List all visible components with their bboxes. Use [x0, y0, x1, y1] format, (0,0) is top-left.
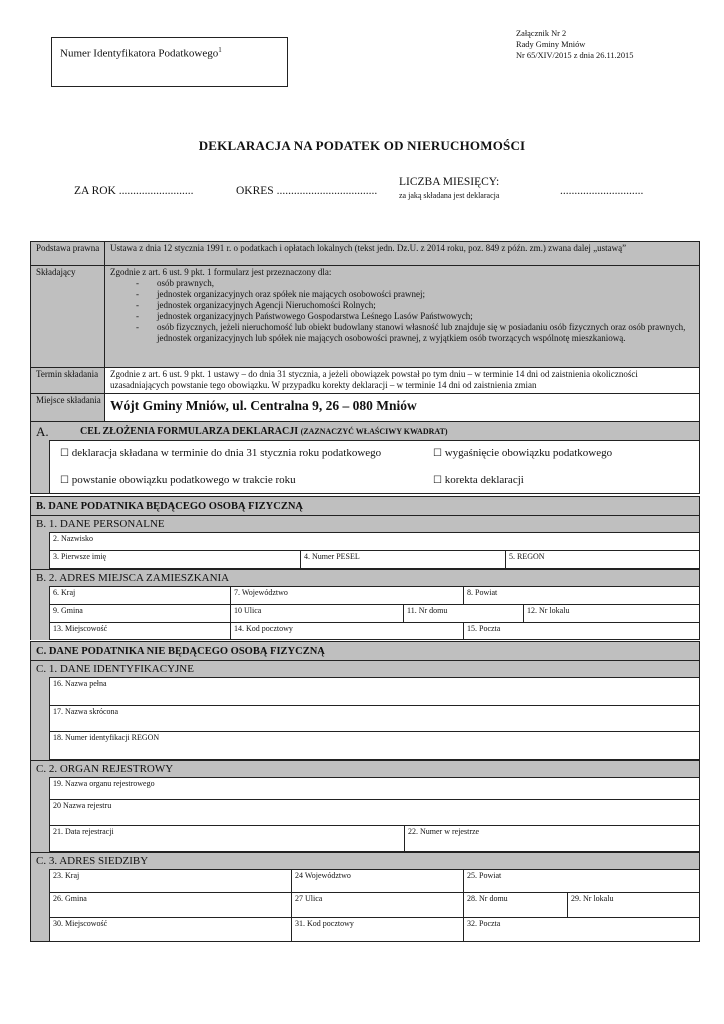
legal-basis-text: Ustawa z dnia 12 stycznia 1991 r. o podatkach i opłatach lokalnych (tekst jedn. Dz.U. z 2014 roku, poz. 849 z późn. zm.) zwana dalej „ustawą”	[105, 242, 699, 265]
filer-item: - osób prawnych,	[110, 278, 695, 289]
field-full-name[interactable]: 16. Nazwa pełna	[49, 677, 700, 706]
field-registration-date[interactable]: 21. Data rejestracji	[49, 825, 405, 852]
months-sublabel: za jaką składana jest deklaracja	[399, 191, 500, 200]
section-a-header	[30, 421, 700, 441]
checkbox-icon[interactable]: ☐	[433, 448, 442, 459]
field-commune-b[interactable]: 9. Gmina	[49, 604, 231, 623]
section-c3-gutter	[30, 869, 50, 942]
months-field[interactable]: .............................	[560, 185, 644, 197]
filer-item: - osób fizycznych, jeżeli nieruchomość lub obiekt budowlany stanowi własność lub znajduje się w posiadaniu osób fizycznych oraz osób prawnych, jednostek organizacyjnych lub spółek nie mających osobowości prawnej, z wyjątkiem osób tworzących wspólnotę mieszkaniową.	[110, 322, 695, 344]
section-a-gutter	[30, 440, 50, 494]
nip-box[interactable]	[51, 37, 288, 87]
field-regon-b[interactable]: 5. REGON	[505, 550, 700, 569]
section-c1-header	[30, 660, 700, 678]
field-town-c[interactable]: 30. Miejscowość	[49, 917, 292, 942]
field-first-name[interactable]: 3. Pierwsze imię	[49, 550, 301, 569]
checkbox-icon[interactable]: ☐	[60, 475, 69, 486]
deadline-label: Termin składania	[31, 368, 105, 393]
option-correction[interactable]: ☐ korekta deklaracji	[433, 474, 524, 486]
field-county-c[interactable]: 25. Powiat	[463, 869, 700, 893]
place-text: Wójt Gminy Mniów, ul. Centralna 9, 26 – 080 Mniów	[105, 394, 699, 421]
filer-item: - jednostek organizacyjnych Państwowego Gospodarstwa Leśnego Lasów Państwowych;	[110, 311, 695, 322]
row-deadline	[30, 367, 700, 394]
field-house-no-c[interactable]: 28. Nr domu	[463, 892, 568, 918]
field-flat-no-c[interactable]: 29. Nr lokalu	[567, 892, 700, 918]
filer-item: - jednostek organizacyjnych oraz spółek nie mających osobowości prawnej;	[110, 289, 695, 300]
filer-list	[110, 278, 695, 344]
field-street-b[interactable]: 10 Ulica	[230, 604, 404, 623]
section-b1-gutter	[30, 532, 50, 569]
field-pesel[interactable]: 4. Numer PESEL	[300, 550, 506, 569]
field-postcode-b[interactable]: 14. Kod pocztowy	[230, 622, 464, 640]
option-expiry[interactable]: ☐ wygaśnięcie obowiązku podatkowego	[433, 447, 613, 459]
section-a-letter: A.	[36, 424, 49, 439]
field-county-b[interactable]: 8. Powiat	[463, 586, 700, 605]
field-country-c[interactable]: 23. Kraj	[49, 869, 292, 893]
filer-item: - jednostek organizacyjnych Agencji Nieruchomości Rolnych;	[110, 300, 695, 311]
section-c3-header	[30, 852, 700, 870]
section-b-header	[30, 496, 700, 516]
section-c-header	[30, 641, 700, 661]
row-legal-basis	[30, 241, 700, 266]
section-a-title: CEL ZŁOŻENIA FORMULARZA DEKLARACJI (ZAZNACZYĆ WŁAŚCIWY KWADRAT)	[80, 426, 448, 437]
deadline-text: Zgodnie z art. 6 ust. 9 pkt. 1 ustawy – do dnia 31 stycznia, a jeżeli obowiązek powstał po tym dniu – w terminie 14 dni od zaistnienia okoliczności uzasadniających powstanie tego obowiązku. W przypadku korekty deklaracji – w terminie 14 dni od zaistnienia zmian	[105, 368, 699, 393]
year-field[interactable]: ZA ROK ..........................	[74, 185, 194, 197]
section-b1-title: B. 1. DANE PERSONALNE	[36, 518, 165, 530]
field-commune-c[interactable]: 26. Gmina	[49, 892, 292, 918]
option-arising[interactable]: ☐ powstanie obowiązku podatkowego w trakcie roku	[60, 474, 296, 486]
field-registry-name[interactable]: 20 Nazwa rejestru	[49, 799, 700, 826]
section-b-title: B. DANE PODATNIKA BĘDĄCEGO OSOBĄ FIZYCZNĄ	[36, 501, 304, 512]
section-c3-title: C. 3. ADRES SIEDZIBY	[36, 855, 149, 867]
section-b2-gutter	[30, 586, 50, 640]
checkbox-icon[interactable]: ☐	[60, 448, 69, 459]
field-regon-c[interactable]: 18. Numer identyfikacji REGON	[49, 731, 700, 760]
annex-note: Załącznik Nr 2 Rady Gminy Mniów Nr 65/XIV/2015 z dnia 26.11.2015	[516, 29, 634, 60]
field-country-b[interactable]: 6. Kraj	[49, 586, 231, 605]
row-filer	[30, 265, 700, 368]
months-label: LICZBA MIESIĘCY:	[399, 176, 500, 188]
row-place	[30, 393, 700, 422]
checkbox-icon[interactable]: ☐	[433, 475, 442, 486]
field-province-c[interactable]: 24 Województwo	[291, 869, 464, 893]
section-b1-header	[30, 515, 700, 533]
section-c1-gutter	[30, 677, 50, 760]
field-short-name[interactable]: 17. Nazwa skrócona	[49, 705, 700, 732]
section-c2-header	[30, 760, 700, 778]
field-registry-number[interactable]: 22. Numer w rejestrze	[404, 825, 700, 852]
period-field[interactable]: OKRES ...................................	[236, 185, 378, 197]
section-c1-title: C. 1. DANE IDENTYFIKACYJNE	[36, 663, 194, 675]
page-title: DEKLARACJA NA PODATEK OD NIERUCHOMOŚCI	[198, 138, 526, 153]
legal-basis-label: Podstawa prawna	[31, 242, 105, 265]
field-province-b[interactable]: 7. Województwo	[230, 586, 464, 605]
field-street-c[interactable]: 27 Ulica	[291, 892, 464, 918]
field-post-office-c[interactable]: 32. Poczta	[463, 917, 700, 942]
field-postcode-c[interactable]: 31. Kod pocztowy	[291, 917, 464, 942]
field-registry-authority[interactable]: 19. Nazwa organu rejestrowego	[49, 777, 700, 800]
field-house-no-b[interactable]: 11. Nr domu	[403, 604, 524, 623]
nip-label: Numer Identyfikatora Podatkowego$^1$	[60, 46, 222, 60]
field-post-office-b[interactable]: 15. Poczta	[463, 622, 700, 640]
filer-text	[105, 266, 699, 367]
section-b2-title: B. 2. ADRES MIEJSCA ZAMIESZKANIA	[36, 572, 230, 584]
section-c2-title: C. 2. ORGAN REJESTROWY	[36, 763, 174, 775]
filer-label: Składający	[31, 266, 105, 367]
filer-intro: Zgodnie z art. 6 ust. 9 pkt. 1 formularz jest przeznaczony dla:	[110, 267, 332, 277]
place-label: Miejsce składania	[31, 394, 105, 421]
option-annual[interactable]: ☐ deklaracja składana w terminie do dnia 31 stycznia roku podatkowego	[60, 447, 382, 459]
section-b2-header	[30, 569, 700, 587]
section-c2-gutter	[30, 777, 50, 852]
field-flat-no-b[interactable]: 12. Nr lokalu	[523, 604, 700, 623]
section-c-title: C. DANE PODATNIKA NIE BĘDĄCEGO OSOBĄ FIZYCZNĄ	[36, 646, 325, 657]
field-town-b[interactable]: 13. Miejscowość	[49, 622, 231, 640]
field-surname[interactable]: 2. Nazwisko	[49, 532, 700, 551]
